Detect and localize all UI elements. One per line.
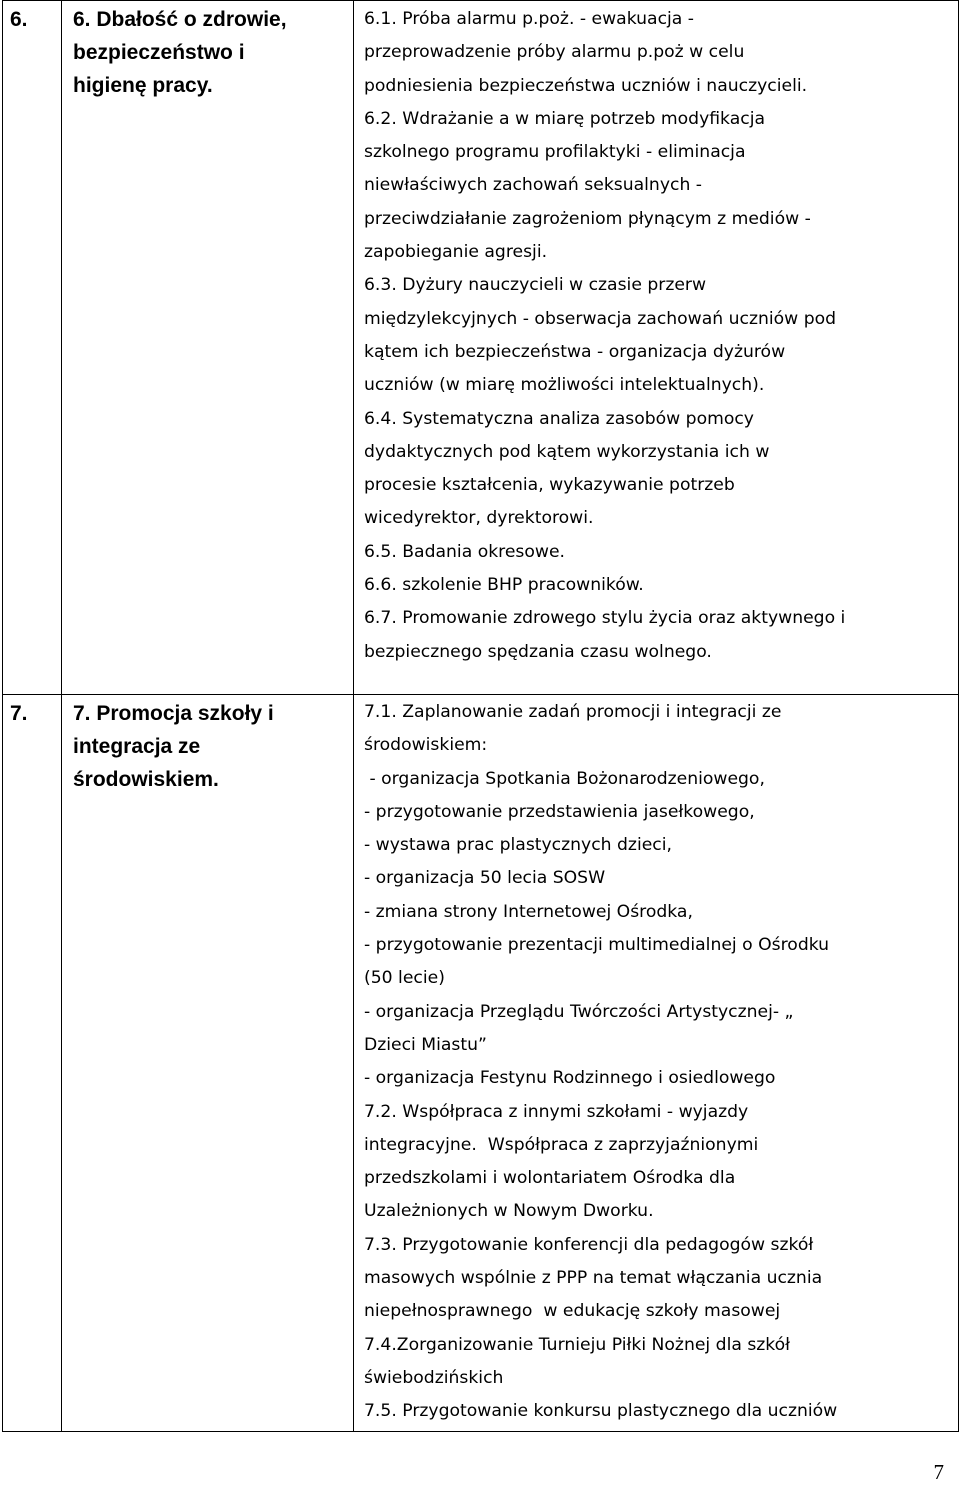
task-line: 6.5. Badania okresowe. (364, 541, 565, 562)
task-line: niepełnosprawnego w edukację szkoły masowej (364, 1301, 781, 1322)
task-line: - organizacja Przeglądu Twórczości Artystycznej- „ (364, 1001, 794, 1022)
task-line: - przygotowanie prezentacji multimedialnej o Ośrodku (364, 935, 830, 956)
task-line: uczniów (w miarę możliwości intelektualnych). (364, 375, 765, 396)
section-tasks-cell (354, 1, 959, 695)
task-line: - organizacja 50 lecia SOSW (364, 868, 606, 889)
section-number-cell (3, 695, 62, 1432)
task-line: 7.3. Przygotowanie konferencji dla pedagogów szkół (364, 1234, 814, 1255)
task-line: przedszkolami i wolontariatem Ośrodka dla (364, 1168, 736, 1189)
table-row (3, 695, 959, 1432)
task-line: świebodzińskich (364, 1367, 504, 1388)
task-line: przeciwdziałanie zagrożeniom płynącym z mediów - (364, 208, 811, 229)
task-line: - wystawa prac plastycznych dzieci, (364, 835, 672, 856)
task-line: Dzieci Miastu” (364, 1034, 487, 1055)
area-line: środowiskiem. (73, 768, 219, 791)
task-line: 6.1. Próba alarmu p.poż. - ewakuacja - (364, 9, 694, 29)
task-line: 7.4.Zorganizowanie Turnieju Piłki Nożnej dla szkół (364, 1334, 791, 1355)
page-number: 7 (933, 1460, 944, 1484)
area-line: 7. Promocja szkoły i (73, 702, 274, 725)
section-area-cell (62, 695, 354, 1432)
area-line: bezpieczeństwo i (73, 41, 245, 64)
task-line: - organizacja Spotkania Bożonarodzeniowego, (364, 768, 765, 789)
section-area-title (62, 1, 353, 102)
task-line: podniesienia bezpieczeństwa uczniów i nauczycieli. (364, 75, 808, 96)
section-number-cell (3, 1, 62, 695)
task-line: - organizacja Festynu Rodzinnego i osiedlowego (364, 1068, 776, 1089)
task-line: 6.6. szkolenie BHP pracowników. (364, 575, 644, 596)
section-tasks (354, 695, 958, 1429)
area-line: integracja ze (73, 735, 201, 758)
task-line: (50 lecie) (364, 968, 445, 989)
task-line: Uzależnionych w Nowym Dworku. (364, 1201, 654, 1222)
task-line: międzylekcyjnych - obserwacja zachowań uczniów pod (364, 308, 837, 329)
task-line: procesie kształcenia, wykazywanie potrzeb (364, 475, 735, 496)
task-line: środowiskiem: (364, 735, 488, 756)
task-line: 6.7. Promowanie zdrowego stylu życia oraz aktywnego i (364, 608, 846, 629)
task-line: - zmiana strony Internetowej Ośrodka, (364, 901, 693, 922)
section-area-title (62, 695, 353, 796)
section-number: 6. (10, 8, 28, 31)
area-line: higienę pracy. (73, 74, 213, 97)
task-line: 6.3. Dyżury nauczycieli w czasie przerw (364, 275, 707, 296)
task-line: zapobieganie agresji. (364, 242, 548, 263)
section-tasks-cell (354, 695, 959, 1432)
task-line: 7.1. Zaplanowanie zadań promocji i integracji ze (364, 702, 782, 722)
task-line: kątem ich bezpieczeństwa - organizacja dyżurów (364, 341, 786, 362)
task-line: wicedyrektor, dyrektorowi. (364, 508, 594, 529)
table-row (3, 1, 959, 695)
task-line: dydaktycznych pod kątem wykorzystania ich w (364, 441, 770, 462)
task-line: 6.4. Systematyczna analiza zasobów pomocy (364, 408, 754, 429)
task-line: niewłaściwych zachowań seksualnych - (364, 175, 703, 196)
task-line: 6.2. Wdrażanie a w miarę potrzeb modyfikacja (364, 108, 766, 129)
section-area-cell (62, 1, 354, 695)
area-line: 6. Dbałość o zdrowie, (73, 8, 287, 31)
task-line: - przygotowanie przedstawienia jasełkowego, (364, 801, 755, 822)
task-line: przeprowadzenie próby alarmu p.poż w celu (364, 42, 745, 63)
section-number: 7. (10, 702, 28, 725)
plan-table (2, 0, 959, 1432)
task-line: bezpiecznego spędzania czasu wolnego. (364, 641, 712, 662)
task-line: szkolnego programu profilaktyki - eliminacja (364, 142, 746, 163)
section-tasks (354, 1, 958, 669)
task-line: masowych wspólnie z PPP na temat włączania ucznia (364, 1268, 823, 1289)
task-line: 7.2. Współpraca z innymi szkołami - wyjazdy (364, 1101, 749, 1122)
task-line: 7.5. Przygotowanie konkursu plastycznego dla uczniów (364, 1401, 838, 1422)
task-line: integracyjne. Współpraca z zaprzyjaźnionymi (364, 1134, 759, 1155)
